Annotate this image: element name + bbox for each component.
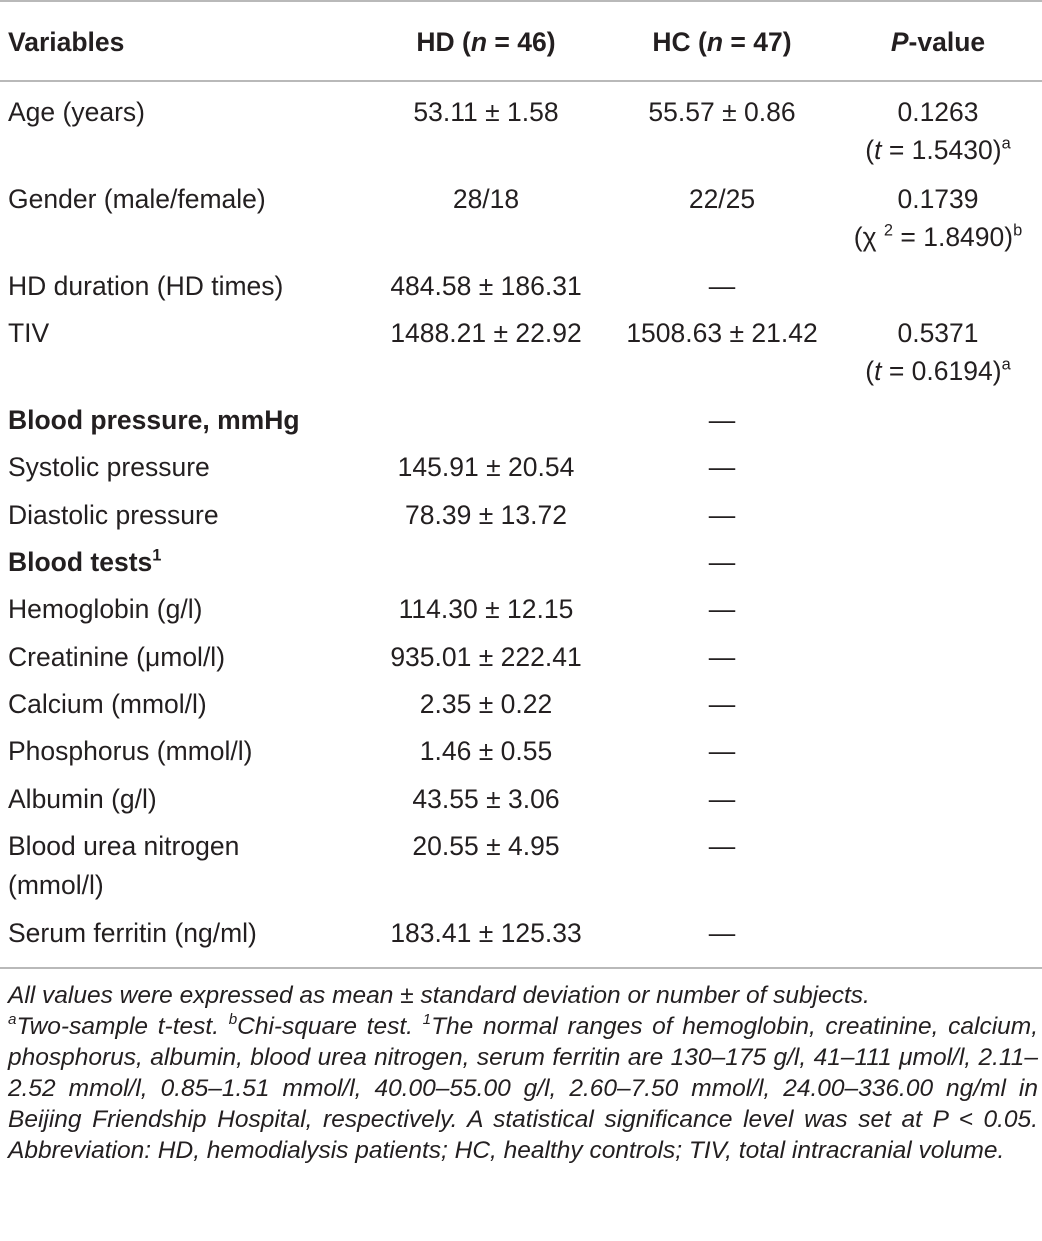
- row-bun-label-line2: (mmol/l): [8, 870, 104, 900]
- row-gender-stat: (χ $^2$ = 1.8490)$^b$: [853, 221, 1023, 252]
- top-rule: [0, 0, 1042, 2]
- section-blood-pressure: Blood pressure, mmHg: [8, 405, 300, 435]
- row-hemoglobin-hc: —: [708, 594, 736, 624]
- row-albumin-label: Albumin (g/l): [8, 784, 157, 814]
- section-blood-tests: Blood tests$^1$: [8, 546, 162, 577]
- row-age-hd: 53.11 ± 1.58: [413, 97, 559, 127]
- row-tiv-label: TIV: [8, 318, 50, 348]
- row-hd-duration-hd: 484.58 ± 186.31: [390, 271, 582, 301]
- row-hd-duration-hc: —: [708, 271, 736, 301]
- row-bp-hc: —: [708, 405, 736, 435]
- row-gender-hc: 22/25: [688, 184, 756, 214]
- row-age-p: 0.1263: [897, 97, 979, 127]
- header-hd: HD (n = 46): [416, 27, 556, 57]
- row-tiv-stat: (t = 0.6194)$^a$: [865, 355, 1011, 386]
- row-ferritin-hc: —: [708, 918, 736, 948]
- row-bun-hd: 20.55 ± 4.95: [412, 831, 560, 861]
- row-bun-hc: —: [708, 831, 736, 861]
- row-diastolic-hd: 78.39 ± 13.72: [405, 500, 567, 530]
- row-tiv-hc: 1508.63 ± 21.42: [626, 318, 818, 348]
- footnote-body: $^a$Two-sample t-test. $^b$Chi-square test. $^1$The normal ranges of hemoglobin, creatinine, calcium, phosphorus, albumin, blood urea nitrogen, serum ferritin are 130–175 g/l, 41–111 μmol/l, 2.11–2.52 mmol/l, 0.85–1.51 mmol/l, 40.00–55.00 g/l, 2.60–7.50 mmol/l, 24.00–336.00 ng/ml in Beijing Friendship Hospital, respectively. A statistical significance level was set at P < 0.05. Abbreviation: HD, hemodialysis patients; HC, healthy controls; TIV, total intracranial volume.: [8, 1011, 1038, 1164]
- row-blood-tests-hc: —: [708, 547, 736, 577]
- row-tiv-p: 0.5371: [897, 318, 979, 348]
- row-creatinine-hd: 935.01 ± 222.41: [390, 642, 582, 672]
- row-calcium-hc: —: [708, 689, 736, 719]
- row-age-label: Age (years): [8, 97, 145, 127]
- row-bun-label-line1: Blood urea nitrogen: [8, 831, 240, 861]
- row-hemoglobin-label: Hemoglobin (g/l): [8, 594, 203, 624]
- row-creatinine-label: Creatinine (μmol/l): [8, 642, 226, 672]
- header-hc: HC (n = 47): [652, 27, 792, 57]
- header-p-value: P-value: [890, 27, 986, 57]
- row-creatinine-hc: —: [708, 642, 736, 672]
- header-rule: [0, 80, 1042, 82]
- footnote-line1: All values were expressed as mean ± standard deviation or number of subjects.: [8, 982, 870, 1009]
- row-phosphorus-hc: —: [708, 736, 736, 766]
- table-footnote: [8, 980, 1038, 1166]
- row-calcium-label: Calcium (mmol/l): [8, 689, 207, 719]
- row-tiv-hd: 1488.21 ± 22.92: [390, 318, 582, 348]
- row-phosphorus-label: Phosphorus (mmol/l): [8, 736, 253, 766]
- row-albumin-hc: —: [708, 784, 736, 814]
- row-diastolic-hc: —: [708, 500, 736, 530]
- row-hemoglobin-hd: 114.30 ± 12.15: [398, 594, 574, 624]
- row-systolic-label: Systolic pressure: [8, 452, 210, 482]
- row-age-hc: 55.57 ± 0.86: [648, 97, 796, 127]
- row-ferritin-label: Serum ferritin (ng/ml): [8, 918, 257, 948]
- row-gender-label: Gender (male/female): [8, 184, 266, 214]
- row-phosphorus-hd: 1.46 ± 0.55: [419, 736, 553, 766]
- bottom-rule: [0, 967, 1042, 969]
- header-variables: Variables: [8, 27, 125, 57]
- row-gender-p: 0.1739: [897, 184, 979, 214]
- row-gender-hd: 28/18: [452, 184, 520, 214]
- row-calcium-hd: 2.35 ± 0.22: [419, 689, 553, 719]
- row-systolic-hc: —: [708, 452, 736, 482]
- row-age-stat: (t = 1.5430)$^a$: [865, 134, 1011, 165]
- row-diastolic-label: Diastolic pressure: [8, 500, 219, 530]
- row-systolic-hd: 145.91 ± 20.54: [397, 452, 575, 482]
- row-ferritin-hd: 183.41 ± 125.33: [390, 918, 582, 948]
- row-albumin-hd: 43.55 ± 3.06: [412, 784, 560, 814]
- row-hd-duration-label: HD duration (HD times): [8, 271, 284, 301]
